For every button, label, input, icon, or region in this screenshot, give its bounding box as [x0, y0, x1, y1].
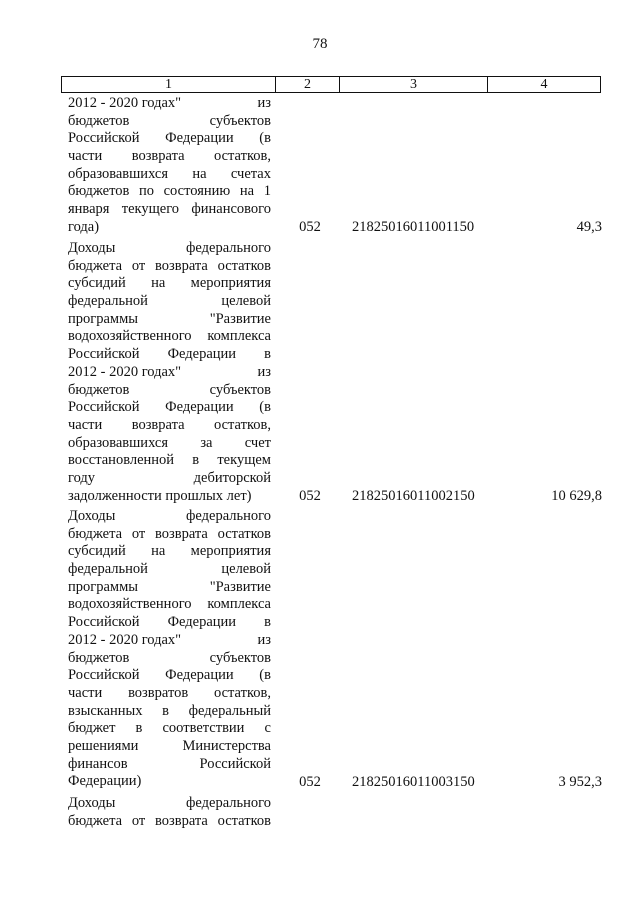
header-col-3: 3 — [340, 77, 488, 92]
description-line — [68, 435, 271, 453]
description-word: возврата — [155, 257, 208, 274]
description-word: субъектов — [209, 649, 271, 666]
row-kbk: 21825016011001150 — [352, 218, 475, 235]
row-code: 052 — [299, 218, 321, 235]
description-word: взысканных — [68, 702, 143, 719]
description-line — [68, 470, 271, 488]
description-word: 2012 - 2020 годах" — [68, 631, 182, 648]
description-line — [68, 219, 271, 237]
row-description — [68, 95, 271, 237]
description-word: решениями — [68, 737, 139, 754]
description-word: возврата — [155, 525, 208, 542]
description-line — [68, 201, 271, 219]
description-word: Российской — [68, 130, 140, 147]
description-word: Доходы — [68, 508, 116, 524]
description-word: от — [131, 812, 146, 829]
description-line — [68, 311, 271, 329]
description-word: Федерации) — [68, 773, 142, 790]
description-word: дебиторской — [193, 469, 271, 486]
description-word: на — [239, 183, 255, 200]
description-line — [68, 526, 271, 544]
description-word: остатков — [217, 812, 271, 829]
description-word: части — [68, 148, 103, 165]
description-word: части — [68, 416, 103, 433]
description-word: от — [131, 525, 146, 542]
description-line — [68, 113, 271, 131]
description-word: остатков — [217, 257, 271, 274]
page-number: 78 — [312, 36, 328, 52]
description-line — [68, 508, 271, 526]
row-description — [68, 240, 271, 505]
description-word: Доходы — [68, 240, 116, 256]
description-word: Российской — [68, 399, 140, 416]
description-line — [68, 703, 271, 721]
description-word: финансового — [191, 201, 271, 218]
description-word: в — [162, 702, 169, 719]
description-word: Российской — [68, 614, 140, 631]
description-word: мероприятия — [190, 543, 271, 560]
description-line — [68, 382, 271, 400]
description-word: остатков — [217, 525, 271, 542]
description-word: с — [264, 720, 271, 737]
description-line — [68, 166, 271, 184]
description-word: части — [68, 684, 103, 701]
description-word: в — [264, 346, 271, 363]
description-word: от — [131, 257, 146, 274]
description-word: субсидий — [68, 543, 126, 560]
description-word: января — [68, 201, 110, 218]
header-col-2: 2 — [276, 77, 340, 92]
description-word: восстановленной — [68, 452, 175, 469]
description-line — [68, 561, 271, 579]
description-word: бюджета — [68, 525, 123, 542]
description-line — [68, 183, 271, 201]
description-line — [68, 738, 271, 756]
description-line — [68, 346, 271, 364]
description-word: на — [151, 275, 166, 292]
description-word: "Развитие — [209, 310, 271, 327]
description-line — [68, 130, 271, 148]
description-word: водохозяйственного — [68, 596, 192, 613]
row-amount: 3 952,3 — [558, 773, 602, 790]
description-word: (в — [259, 130, 271, 147]
row-kbk: 21825016011003150 — [352, 773, 475, 790]
description-line — [68, 95, 271, 113]
description-line — [68, 543, 271, 561]
description-word: субсидий — [68, 275, 126, 292]
description-word: бюджетов — [68, 112, 130, 129]
description-word: Доходы — [68, 795, 116, 811]
description-line — [68, 813, 271, 831]
description-line — [68, 452, 271, 470]
description-word: состоянию — [163, 183, 231, 200]
description-word: году — [68, 469, 96, 486]
description-line — [68, 293, 271, 311]
description-word: соответствии — [162, 720, 245, 737]
description-line — [68, 795, 271, 813]
description-word: Федерации — [165, 399, 234, 416]
description-word: федеральный — [188, 702, 271, 719]
description-word: (в — [259, 667, 271, 684]
description-line — [68, 258, 271, 276]
description-word: возврата — [155, 812, 208, 829]
description-word: текущем — [217, 452, 271, 469]
row-description — [68, 795, 271, 830]
description-word: Федерации — [167, 614, 237, 631]
description-word: из — [257, 363, 271, 380]
description-word: Федерации — [165, 130, 234, 147]
description-word: в — [192, 452, 200, 469]
description-word: за — [200, 434, 213, 451]
table-header — [61, 76, 601, 93]
description-word: возврата — [131, 148, 185, 165]
description-word: федерального — [186, 795, 271, 811]
description-word: счет — [244, 434, 271, 451]
description-word: бюджета — [68, 812, 123, 829]
description-line — [68, 773, 271, 791]
description-word: субъектов — [209, 381, 271, 398]
description-word: в — [135, 720, 143, 737]
description-word: Российской — [68, 346, 140, 363]
header-col-4: 4 — [540, 77, 548, 92]
description-word: текущего — [121, 201, 180, 218]
description-word: бюджетов — [68, 183, 130, 200]
description-word: субъектов — [209, 112, 271, 129]
description-word: на — [151, 543, 166, 560]
description-word: "Развитие — [209, 578, 271, 595]
description-word: счетах — [230, 165, 271, 182]
description-word: Федерации — [167, 346, 237, 363]
description-line — [68, 275, 271, 293]
description-line — [68, 364, 271, 382]
description-word: бюджетов — [68, 649, 130, 666]
description-word: на — [192, 165, 207, 182]
header-col-1: 1 — [62, 77, 276, 92]
row-amount: 10 629,8 — [551, 487, 602, 504]
row-code: 052 — [299, 487, 321, 504]
description-line — [68, 240, 271, 258]
description-word: 2012 - 2020 годах" — [68, 363, 182, 380]
row-kbk: 21825016011002150 — [352, 487, 475, 504]
description-line — [68, 596, 271, 614]
description-line — [68, 685, 271, 703]
description-word: по — [138, 183, 154, 200]
description-word: Федерации — [165, 667, 234, 684]
description-word: федеральной — [68, 293, 148, 310]
row-code: 052 — [299, 773, 321, 790]
description-word: 2012 - 2020 годах" — [68, 95, 182, 111]
description-word: из — [257, 95, 271, 111]
description-word: водохозяйственного — [68, 328, 192, 345]
description-word: федерального — [186, 508, 271, 524]
description-line — [68, 417, 271, 435]
description-word: бюджета — [68, 257, 123, 274]
description-word: бюджетов — [68, 381, 130, 398]
description-line — [68, 579, 271, 597]
description-word: в — [264, 614, 271, 631]
description-line — [68, 488, 271, 506]
description-word: финансов — [68, 755, 128, 772]
description-word: образовавшихся — [68, 165, 169, 182]
description-word: из — [257, 631, 271, 648]
description-line — [68, 148, 271, 166]
description-word: остатков, — [213, 684, 271, 701]
description-line — [68, 650, 271, 668]
row-description — [68, 508, 271, 791]
description-word: года) — [68, 218, 100, 235]
description-word: целевой — [221, 293, 271, 310]
description-word: мероприятия — [190, 275, 271, 292]
description-line — [68, 667, 271, 685]
description-word: целевой — [221, 561, 271, 578]
description-word: бюджет — [68, 720, 116, 737]
description-word: Российской — [199, 755, 271, 772]
description-line — [68, 614, 271, 632]
description-word: задолженности прошлых лет) — [68, 487, 252, 504]
description-word: 1 — [263, 183, 271, 200]
description-line — [68, 632, 271, 650]
description-line — [68, 756, 271, 774]
description-line — [68, 720, 271, 738]
description-word: остатков, — [213, 416, 271, 433]
description-word: образовавшихся — [68, 434, 169, 451]
description-word: Российской — [68, 667, 140, 684]
description-line — [68, 399, 271, 417]
description-word: федерального — [186, 240, 271, 256]
description-word: остатков, — [213, 148, 271, 165]
row-amount: 49,3 — [576, 218, 602, 235]
description-word: комплекса — [207, 596, 271, 613]
description-word: комплекса — [207, 328, 271, 345]
description-word: возвратов — [128, 684, 189, 701]
description-word: возврата — [131, 416, 185, 433]
description-line — [68, 328, 271, 346]
description-word: федеральной — [68, 561, 148, 578]
description-word: (в — [259, 399, 271, 416]
description-word: Министерства — [182, 737, 271, 754]
description-word: программы — [68, 578, 138, 595]
description-word: программы — [68, 310, 138, 327]
